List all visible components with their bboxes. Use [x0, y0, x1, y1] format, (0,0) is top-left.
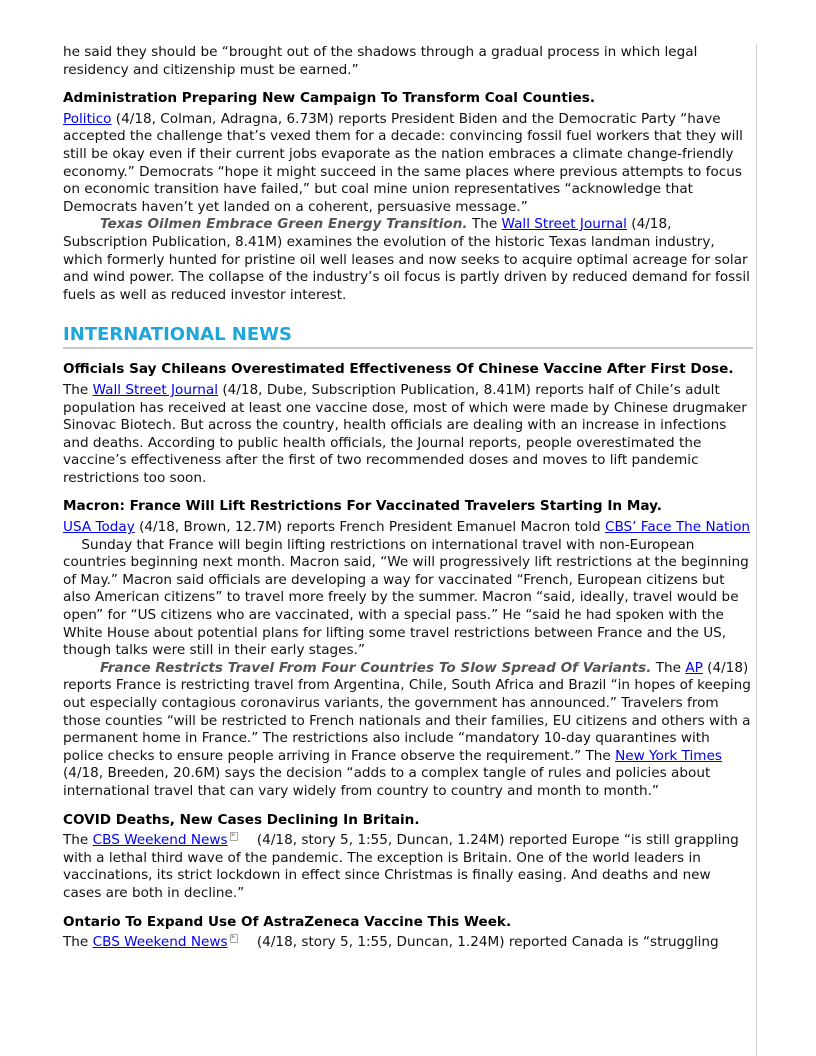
france-body-2: (4/18, Breeden, 20.6M) says the decision “adds to a complex tangle of rules and policies about international travel that can vary widely from country to country and month to month.” — [63, 765, 711, 799]
texas-paragraph — [63, 216, 753, 304]
ontario-source-link[interactable]: CBS Weekend News — [92, 934, 228, 951]
chile-headline: Officials Say Chileans Overestimated Effectiveness Of Chinese Vaccine After First Dose. — [63, 361, 734, 378]
britain-the: The — [63, 832, 93, 849]
continued-paragraph: he said they should be “brought out of the shadows through a gradual process in which legal residency and citizenship must be earned.” — [63, 44, 698, 78]
coal-source-link[interactable]: Politico — [63, 110, 112, 127]
macron-paragraph — [63, 519, 753, 660]
texas-body: (4/18, Subscription Publication, 8.41M) examines the evolution of the historic Texas landman industry, which formerly hunted for pristine oil well leases and now seeks to acquire optimal acreage for solar and wind power. The collapse of the industry’s oil focus is partly driven by reduced demand for fossil fuels as well as reduced investor interest. — [63, 216, 750, 303]
texas-source-link[interactable]: Wall Street Journal — [501, 216, 627, 233]
britain-paragraph — [63, 832, 753, 902]
chile-paragraph — [63, 382, 753, 488]
page-right-rule — [756, 44, 757, 1056]
france-the: The — [651, 659, 686, 676]
macron-body-2: Sunday that France will begin lifting restrictions on international travel with non-European countries beginning next month. Macron said, “We will progressively lift restrictions at the beginning of May.” Macron said officials are developing a way for vaccinated “French, European citizens but also American citizens” to travel more freely by the summer. Macron “said, ideally, travel would be open” for “US citizens who are vaccinated, with a special pass.” He “said he had spoken with the White House about potential plans for lifting some travel restrictions between France and the US, though talks were still in their early stages.” — [63, 536, 749, 659]
texas-the: The — [467, 216, 502, 233]
chile-the: The — [63, 381, 93, 398]
britain-source-link[interactable]: CBS Weekend News — [92, 832, 228, 849]
chile-body: (4/18, Dube, Subscription Publication, 8.41M) reports half of Chile’s adult population has received at least one vaccine dose, most of which were made by Chinese drugmaker Sinovac Biotech. But across the country, health officials are dealing with an increase in infections and deaths. According to public health officials, the Journal reports, people overestimated the vaccine’s effectiveness after the first of two recommended doses and moves to lift pandemic restrictions too soon. — [63, 381, 747, 486]
texas-lede: Texas Oilmen Embrace Green Energy Transition. — [100, 216, 468, 233]
coal-body: (4/18, Colman, Adragna, 6.73M) reports President Biden and the Democratic Party “have accepted the challenge that’s vexed them for a decade: convincing fossil fuel workers that they will still be okay even if their current jobs evaporate as the nation embraces a climate change-friendly economy.” Democrats “hope it might succeed in the same places where previous attempts to focus on economic transition have failed,” but coal mine union representatives “acknowledge that Democrats haven’t yet landed on a coherent, persuasive message.” — [63, 110, 743, 215]
france-paragraph — [63, 660, 753, 801]
france-source2-link[interactable]: New York Times — [615, 747, 722, 764]
ontario-paragraph — [63, 934, 753, 952]
ontario-headline: Ontario To Expand Use Of AstraZeneca Vaccine This Week. — [63, 913, 512, 930]
section-heading: INTERNATIONAL NEWS — [63, 324, 753, 349]
coal-paragraph — [63, 111, 753, 217]
macron-headline: Macron: France Will Lift Restrictions For Vaccinated Travelers Starting In May. — [63, 498, 662, 515]
ontario-the: The — [63, 934, 93, 951]
france-source-link[interactable]: AP — [685, 659, 703, 676]
chile-source-link[interactable]: Wall Street Journal — [92, 381, 219, 398]
coal-headline: Administration Preparing New Campaign To Transform Coal Counties. — [63, 90, 595, 107]
document-page — [63, 44, 753, 952]
macron-source2-link[interactable]: CBS’ Face The Nation — [604, 519, 751, 536]
britain-body: (4/18, story 5, 1:55, Duncan, 1.24M) reported Europe “is still grappling with a lethal third wave of the pandemic. The exception is Britain. One of the world leaders in vaccinations, its strict lockdown in effect since Christmas is finally easing. And deaths and new cases are both in decline.” — [63, 832, 739, 901]
macron-body-1: (4/18, Brown, 12.7M) reports French President Emanuel Macron told — [134, 519, 605, 536]
france-body-1: (4/18) reports France is restricting travel from Argentina, Chile, South Africa and Brazil “in hopes of keeping out especially contagious coronavirus variants, the government has announced.” Travelers from those counties “will be restricted to French nationals and their families, EU citizens and others with a permanent home in France.” The restrictions also include “mandatory 10-day quarantines with police checks to ensure people arriving in France observe the requirement.” The — [63, 659, 751, 764]
france-lede: France Restricts Travel From Four Countries To Slow Spread Of Variants. — [100, 659, 652, 676]
britain-headline: COVID Deaths, New Cases Declining In Britain. — [63, 811, 420, 828]
macron-source-link[interactable]: USA Today — [63, 519, 135, 536]
video-clip-icon[interactable]: ▶ — [230, 832, 238, 841]
video-clip-icon[interactable]: ▶ — [230, 934, 238, 943]
ontario-body: (4/18, story 5, 1:55, Duncan, 1.24M) reported Canada is “struggling — [252, 934, 719, 951]
